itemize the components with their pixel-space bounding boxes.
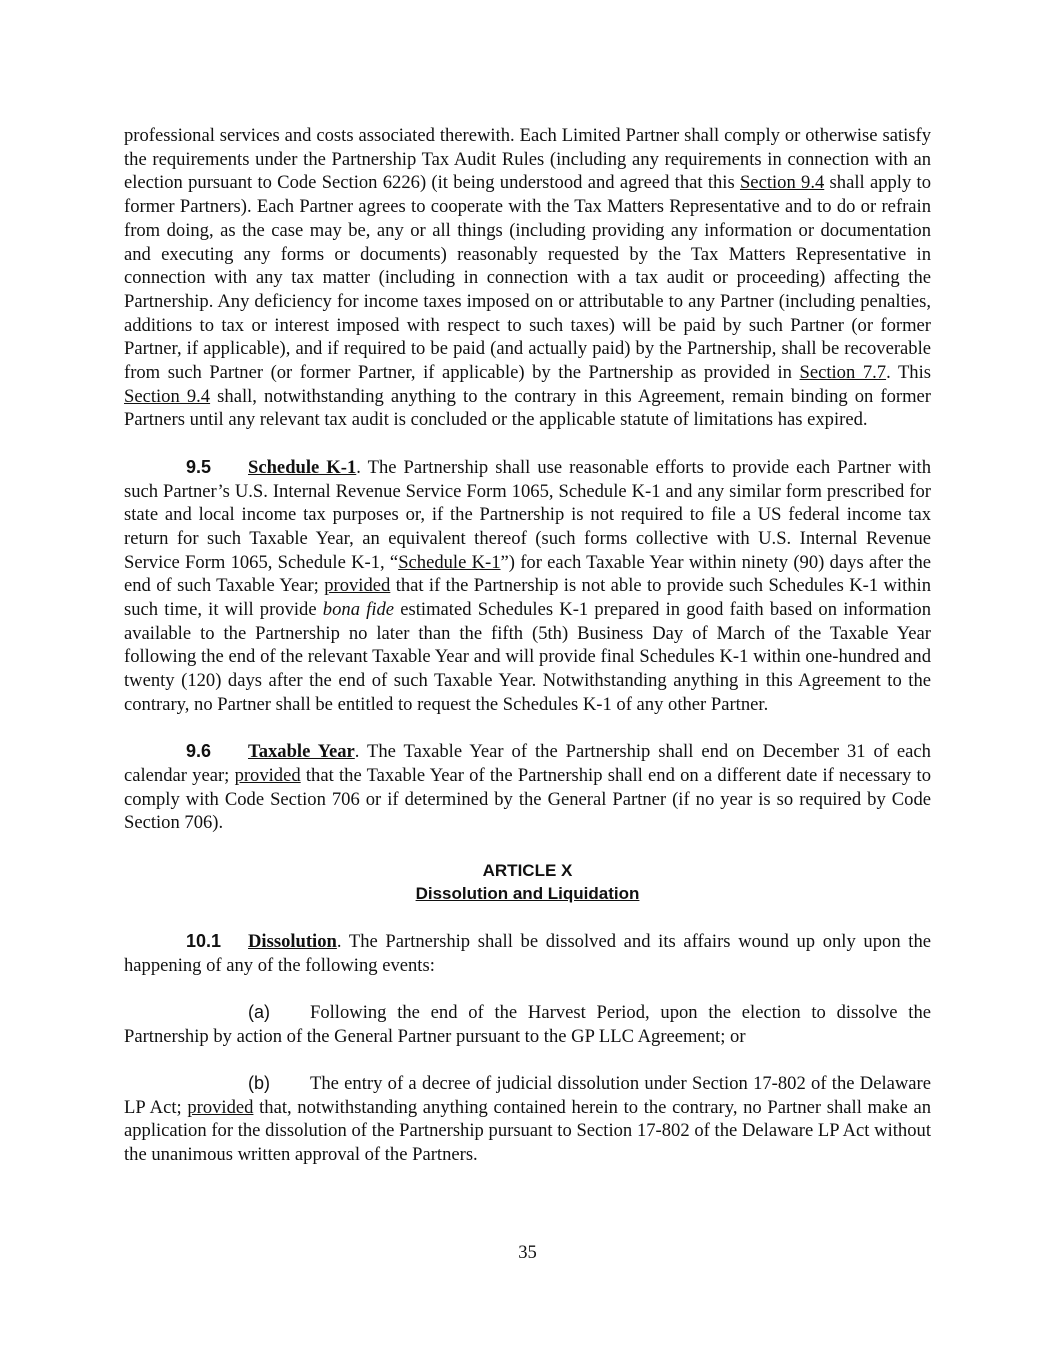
section-title: Taxable Year (248, 741, 355, 763)
section-9-4-continuation: professional services and costs associated therewith. Each Limited Partner shall comply or otherwise satisfy the requirements under the Partnership Tax Audit Rules (including any requirements in connection with an election pursuant to Code Section 6226) (it being understood and agreed that this Section 9.4 shall apply to former Partners). Each Partner agrees to cooperate with the Tax Matters Representative and to do or refrain from doing, as the case may be, any or all things (including providing any information or documentation and executing any forms or documents) reasonably requested by the Tax Matters Representative in connection with any tax matter (including in connection with a tax audit or proceeding) affecting the Partnership. Any deficiency for income taxes imposed on or attributable to any Partner (including penalties, additions to tax or interest imposed with respect to such taxes) will be paid by such Partner (or former Partner, if applicable), and if required to be paid (and actually paid) by the Partnership, shall be recoverable from such Partner (or former Partner, if applicable) by the Partnership as provided in Section 7.7. This Section 9.4 shall, notwithstanding anything to the contrary in this Agreement, remain binding on former Partners until any relevant tax audit is concluded or the applicable statute of limitations has expired. (124, 125, 931, 431)
provided-term: provided (187, 1096, 254, 1118)
page-number: 35 (518, 1242, 537, 1263)
section-number: 10.1 (186, 930, 222, 951)
clause-a: (a) Following the end of the Harvest Period, upon the election to dissolve the Partnership by action of the General Partner pursuant to the GP LLC Agreement; or (124, 1001, 931, 1047)
clause-label: (b) (248, 1073, 270, 1094)
section-10-1: 10.1 Dissolution. The Partnership shall be dissolved and its affairs wound up only upon the happening of any of the following events: (124, 930, 931, 976)
section-9-5: 9.5 Schedule K-1. The Partnership shall use reasonable efforts to provide each Partner with such Partner’s U.S. Internal Revenue Service Form 1065, Schedule K-1 and any similar form prescribed for state and local income tax purposes or, if the Partnership is not required to file a US federal income tax return for such Taxable Year, an equivalent thereof (such forms collective with U.S. Internal Revenue Service Form 1065, Schedule K-1, “Schedule K-1”) for each Taxable Year within ninety (90) days after the end of such Taxable Year; provided that if the Partnership is not able to provide such Schedules K-1 within such time, it will provide bona fide estimated Schedules K-1 prepared in good faith based on information available to the Partnership no later than the fifth (5th) Business Day of March of the Taxable Year following the end of the relevant Taxable Year and will provide final Schedules K-1 within one-hundred and twenty (120) days after the end of such Taxable Year. Notwithstanding anything in this Agreement to the contrary, no Partner shall be entitled to request the Schedules K-1 of any other Partner. (124, 456, 932, 715)
clause-label: (a) (248, 1001, 270, 1022)
cross-reference: Section 9.4 (124, 385, 211, 407)
provided-term: provided (324, 575, 391, 597)
section-number: 9.5 (186, 456, 212, 477)
defined-term: Schedule K-1 (398, 551, 501, 573)
section-title: Schedule K-1 (248, 456, 357, 478)
document-page (124, 124, 931, 1167)
italic-term: bona fide (322, 599, 395, 621)
section-title: Dissolution (248, 930, 337, 952)
provided-term: provided (234, 764, 301, 786)
section-number: 9.6 (186, 741, 212, 762)
article-title: Dissolution and Liquidation (415, 884, 640, 904)
cross-reference: Section 9.4 (739, 172, 825, 194)
cross-reference: Section 7.7 (799, 362, 887, 384)
article-heading (124, 859, 931, 906)
section-9-6: 9.6 Taxable Year. The Taxable Year of the Partnership shall end on December 31 of each calendar year; provided that the Taxable Year of the Partnership shall end on a different date if necessary to comply with Code Section 706 or if determined by the General Partner (if no year is so required by Code Section 706). (124, 741, 932, 834)
article-number: ARTICLE X (482, 860, 573, 880)
clause-b: (b) The entry of a decree of judicial dissolution under Section 17-802 of the Delaware LP Act; provided that, notwithstanding anything contained herein to the contrary, no Partner shall make an application for the dissolution of the Partnership pursuant to Section 17-802 of the Delaware LP Act without the unanimous written approval of the Partners. (124, 1073, 931, 1166)
